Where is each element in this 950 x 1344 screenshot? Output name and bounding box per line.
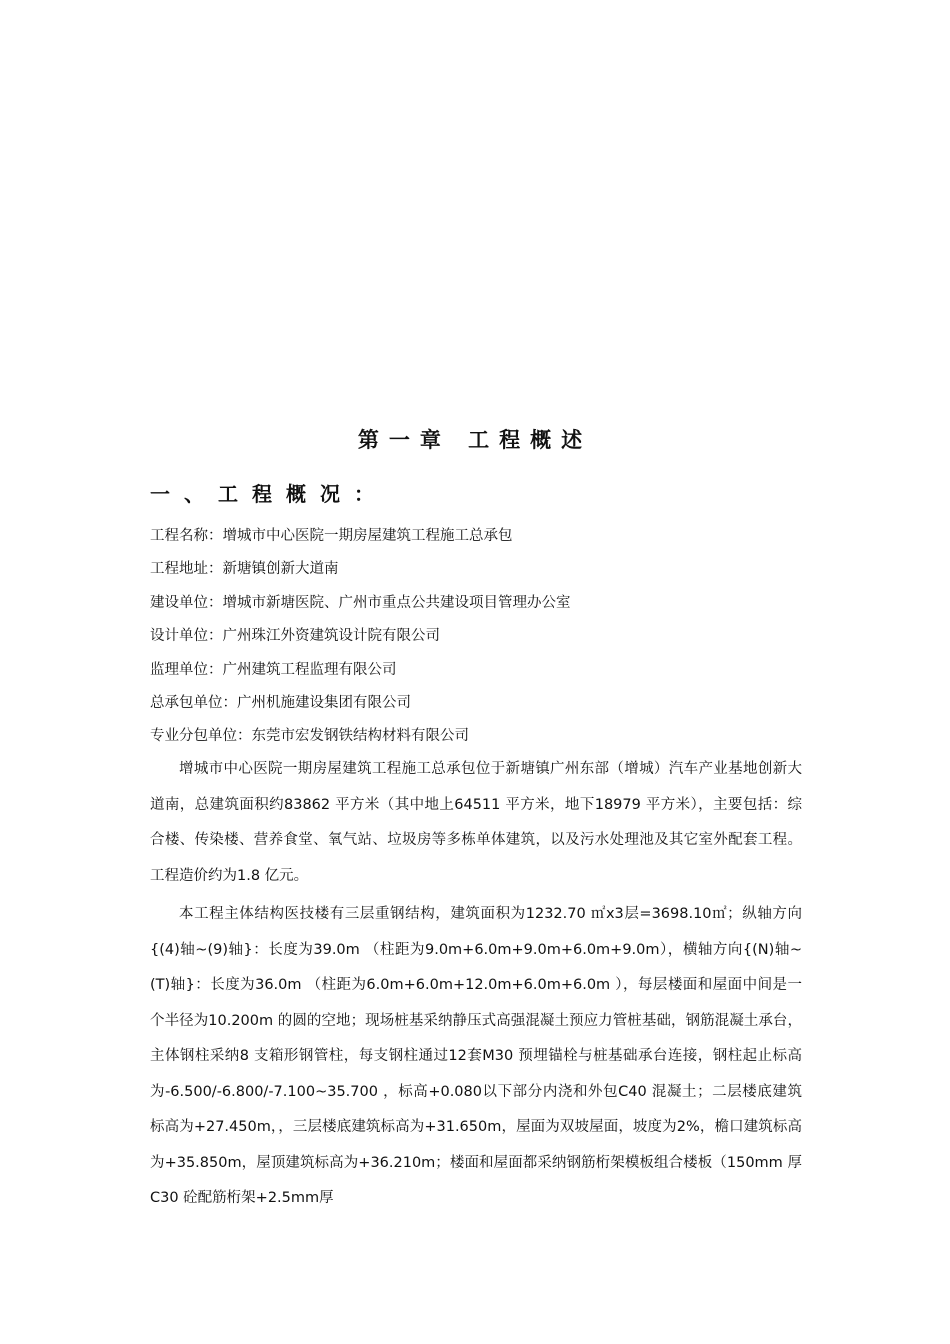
paragraph-structure: 本工程主体结构医技楼有三层重钢结构，建筑面积为1232.70 ㎡x3层=3698.10㎡；纵轴方向{(4)轴~(9)轴}：长度为39.0m （柱距为9.0m+6.0m+9.0m+6.0m+9.0m），横轴方向{(N)轴~(T)轴}：长度为36.0m （柱距为6.0m+6.0m+12.0m+6.0m+6.0m ），每层楼面和屋面中间是一个半径为10.200m 的圆的空地；现场桩基采纳静压式高强混凝土预应力管桩基础，钢筋混凝土承台，主体钢柱采纳8 支箱形钢管柱，每支钢柱通过12套M30 预埋锚栓与桩基础承台连接，钢柱起止标高为-6.500/-6.800/-7.100~35.700 ，标高+0.080以下部分内浇和外包C40 混凝土；二层楼底建筑标高为+27.450m，，三层楼底建筑标高为+31.650m，屋面为双坡屋面，坡度为2%，檐口建筑标高为+35.850m，屋顶建筑标高为+36.210m；楼面和屋面都采纳钢筋桁架模板组合楼板（150mm 厚C30 砼配筋桁架+2.5mm厚 <box>150 906 802 1206</box>
chapter-title: 第一章 工程概述 <box>357 427 593 452</box>
info-subcontractor: 专业分包单位：东莞市宏发钢铁结构材料有限公司 <box>150 728 469 745</box>
info-supervision-unit: 监理单位：广州建筑工程监理有限公司 <box>150 661 397 678</box>
info-owner-unit: 建设单位：增城市新塘医院、广州市重点公共建设项目管理办公室 <box>150 594 571 611</box>
info-design-unit: 设计单位：广州珠江外资建筑设计院有限公司 <box>150 628 440 645</box>
section-heading: 一、工程概况： <box>150 482 388 506</box>
info-project-name: 工程名称：增城市中心医院一期房屋建筑工程施工总承包 <box>150 528 513 544</box>
paragraph-overview: 增城市中心医院一期房屋建筑工程施工总承包位于新塘镇广州东部（增城）汽车产业基地创新大道南，总建筑面积约83862 平方米（其中地上64511 平方米，地下18979 平方米），主要包括：综合楼、传染楼、营养食堂、氧气站、垃圾房等多栋单体建筑，以及污水处理池及其它室外配套工程。工程造价约为1.8 亿元。 <box>150 761 802 884</box>
info-general-contractor: 总承包单位：广州机施建设集团有限公司 <box>150 694 411 711</box>
project-info-list <box>150 522 571 756</box>
info-project-address: 工程地址：新塘镇创新大道南 <box>150 561 339 578</box>
